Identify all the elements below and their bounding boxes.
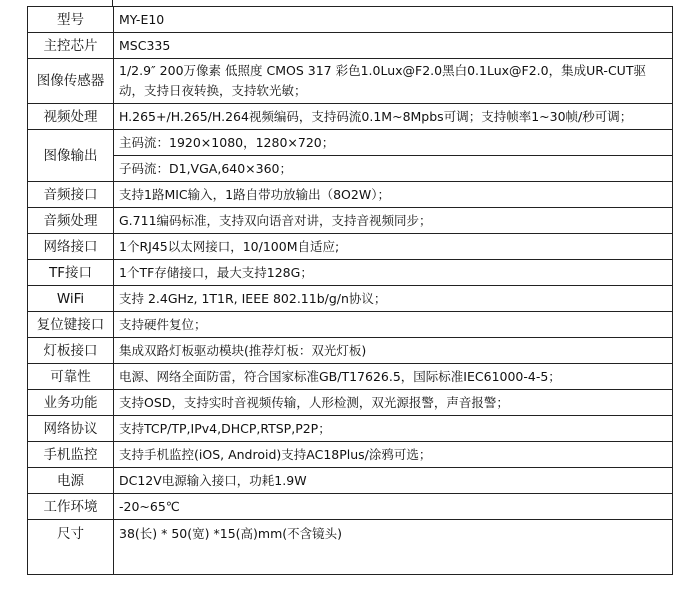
- spec-value: 支持1路MIC输入，1路自带功放输出（8O2W）；: [114, 182, 673, 208]
- table-row: [28, 520, 673, 575]
- table-row: [28, 468, 673, 494]
- spec-table: [27, 6, 673, 575]
- table-row: [28, 416, 673, 442]
- table-row: [28, 59, 673, 104]
- spec-label: 视频处理: [28, 104, 114, 130]
- table-row: [28, 442, 673, 468]
- table-row: [28, 494, 673, 520]
- spec-label: 图像传感器: [28, 59, 114, 104]
- spec-value: G.711编码标准，支持双向语音对讲，支持音视频同步；: [114, 208, 673, 234]
- spec-label: 音频接口: [28, 182, 114, 208]
- table-row: [28, 390, 673, 416]
- spec-label: 工作环境: [28, 494, 114, 520]
- spec-value: -20~65℃: [114, 494, 673, 520]
- spec-label: 灯板接口: [28, 338, 114, 364]
- table-row: [28, 156, 673, 182]
- table-row: [28, 286, 673, 312]
- spec-value: 集成双路灯板驱动模块(推荐灯板：双光灯板): [114, 338, 673, 364]
- spec-label: 业务功能: [28, 390, 114, 416]
- spec-value: 支持手机监控(iOS, Android)支持AC18Plus/涂鸦可选；: [114, 442, 673, 468]
- spec-value: 1/2.9″ 200万像素 低照度 CMOS 317 彩色1.0Lux@F2.0黑白0.1Lux@F2.0，集成UR-CUT驱动，支持日夜转换，支持软光敏；: [114, 59, 673, 104]
- spec-value: MSC335: [114, 33, 673, 59]
- table-row: [28, 33, 673, 59]
- spec-value: 电源、网络全面防雷，符合国家标准GB/T17626.5，国际标准IEC61000-4-5；: [114, 364, 673, 390]
- spec-label: 网络接口: [28, 234, 114, 260]
- spec-label: 复位键接口: [28, 312, 114, 338]
- spec-value: 支持OSD，支持实时音视频传输，人形检测，双光源报警，声音报警；: [114, 390, 673, 416]
- table-row: [28, 260, 673, 286]
- table-row: [28, 338, 673, 364]
- spec-value: 1个RJ45以太网接口，10/100M自适应;: [114, 234, 673, 260]
- spec-label: 可靠性: [28, 364, 114, 390]
- spec-value: 支持硬件复位；: [114, 312, 673, 338]
- table-row: [28, 312, 673, 338]
- table-row: [28, 130, 673, 156]
- spec-value-sub-stream: 子码流：D1,VGA,640×360；: [114, 156, 673, 182]
- spec-label: 主控芯片: [28, 33, 114, 59]
- spec-value: 38(长) * 50(宽) *15(高)mm(不含镜头): [114, 520, 673, 575]
- spec-value: 1个TF存储接口，最大支持128G；: [114, 260, 673, 286]
- spec-label: 尺寸: [28, 520, 114, 575]
- spec-label: TF接口: [28, 260, 114, 286]
- table-row: [28, 234, 673, 260]
- spec-label: 电源: [28, 468, 114, 494]
- spec-value: 支持 2.4GHz, 1T1R, IEEE 802.11b/g/n协议；: [114, 286, 673, 312]
- spec-label: 图像输出: [28, 130, 114, 182]
- spec-label: WiFi: [28, 286, 114, 312]
- spec-label: 手机监控: [28, 442, 114, 468]
- spec-label: 网络协议: [28, 416, 114, 442]
- spec-value-main-stream: 主码流：1920×1080，1280×720；: [114, 130, 673, 156]
- spec-label: 音频处理: [28, 208, 114, 234]
- table-row: [28, 182, 673, 208]
- spec-label: 型号: [28, 7, 114, 33]
- spec-value: H.265+/H.265/H.264视频编码，支持码流0.1M~8Mpbs可调；支持帧率1~30帧/秒可调；: [114, 104, 673, 130]
- spec-value: DC12V电源输入接口，功耗1.9W: [114, 468, 673, 494]
- spec-value: MY-E10: [114, 7, 673, 33]
- table-row: [28, 104, 673, 130]
- table-row: [28, 7, 673, 33]
- table-row: [28, 364, 673, 390]
- table-row: [28, 208, 673, 234]
- spec-value: 支持TCP/TP,IPv4,DHCP,RTSP,P2P；: [114, 416, 673, 442]
